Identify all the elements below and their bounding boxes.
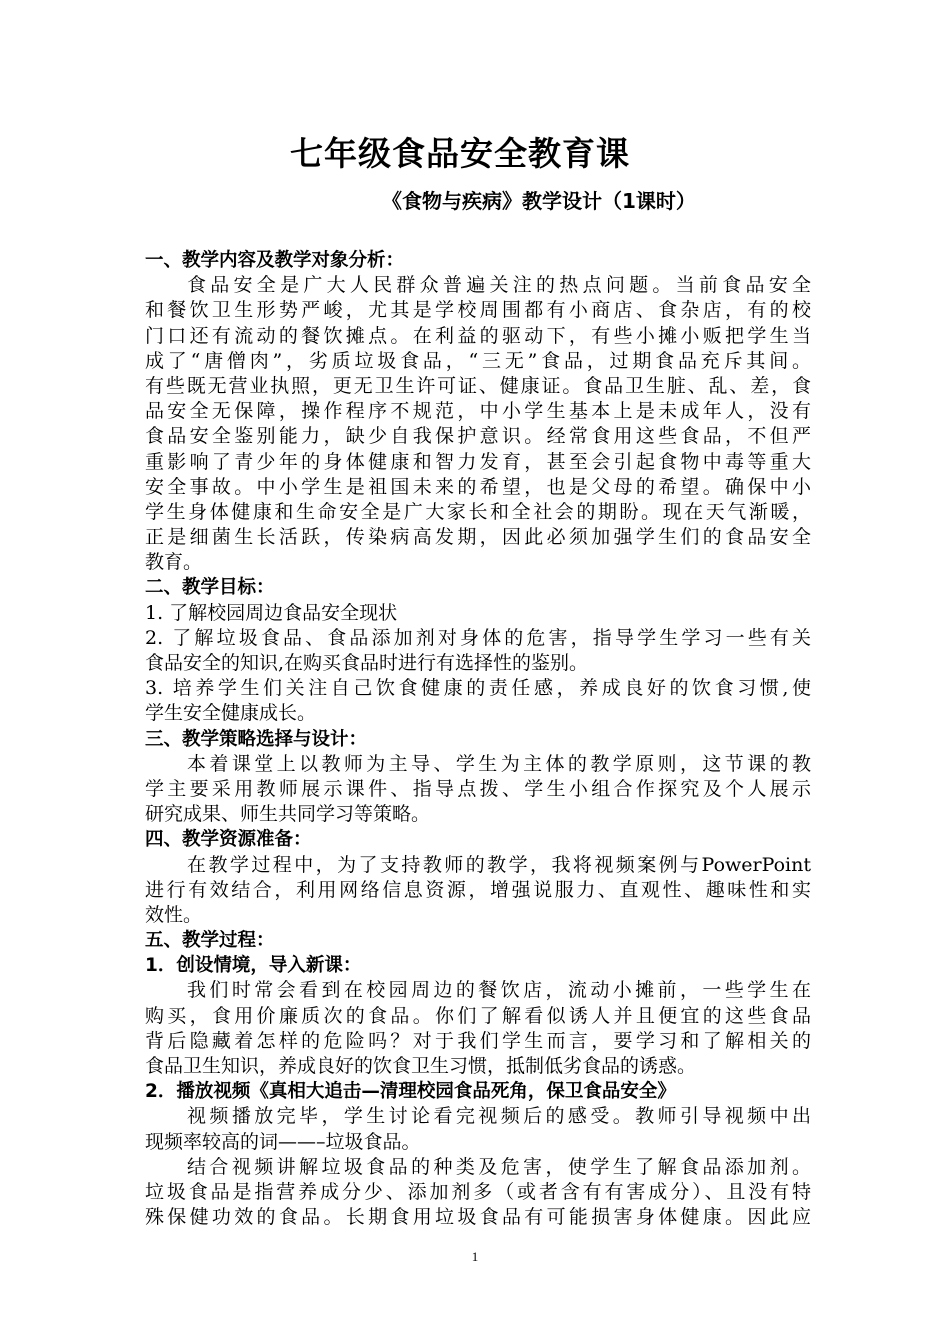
text-line: 重影响了青少年的身体健康和智力发育，甚至会引起食物中毒等重大 bbox=[145, 450, 811, 473]
text-line: 研究成果、师生共同学习等策略。 bbox=[145, 803, 431, 826]
text-line: 殊保健功效的食品。长期食用垃圾食品有可能损害身体健康。因此应 bbox=[145, 1206, 811, 1229]
section-heading: 四、教学资源准备： bbox=[145, 829, 312, 851]
text-line: 结合视频讲解垃圾食品的种类及危害，使学生了解食品添加剂。 bbox=[187, 1155, 811, 1178]
text-line: 2. 了解垃圾食品、食品添加剂对身体的危害，指导学生学习一些有关 bbox=[145, 626, 811, 649]
text-line: 学生身体健康和生命安全是广大家长和全社会的期盼。现在天气渐暖， bbox=[145, 500, 811, 523]
section-heading: 一、教学内容及教学对象分析： bbox=[145, 250, 405, 271]
text-line: 食品卫生知识，养成良好的饮食卫生习惯，抵制低劣食品的诱惑。 bbox=[145, 1055, 697, 1077]
text-line: 和餐饮卫生形势严峻，尤其是学校周围都有小商店、食杂店，有的校 bbox=[145, 299, 811, 322]
text-line: 食品安全是广大人民群众普遍关注的热点问题。当前食品安全 bbox=[187, 274, 811, 297]
text-line: 教育。 bbox=[145, 551, 203, 574]
text-line: 在教学过程中，为了支持教师的教学，我将视频案例与PowerPoint bbox=[187, 853, 811, 876]
document-subtitle: 《食物与疾病》教学设计（1课时） bbox=[382, 189, 696, 213]
text-line: 门口还有流动的餐饮摊点。在利益的驱动下，有些小摊小贩把学生当 bbox=[145, 324, 811, 347]
text-line: 背后隐藏着怎样的危险吗？对于我们学生而言，要学习和了解相关的 bbox=[145, 1029, 811, 1052]
document-title: 七年级食品安全教育课 bbox=[290, 134, 630, 173]
text-line: 学主要采用教师展示课件、指导点拨、学生小组合作探究及个人展示 bbox=[145, 777, 811, 800]
text-line: 正是细菌生长活跃，传染病高发期，因此必须加强学生们的食品安全 bbox=[145, 526, 811, 549]
section-heading: 三、教学策略选择与设计： bbox=[145, 728, 368, 750]
page-number: 1 bbox=[471, 1249, 479, 1264]
section-heading: 1．创设情境，导入新课： bbox=[145, 955, 362, 977]
text-line: 成了“唐僧肉”，劣质垃圾食品，“三无”食品，过期食品充斥其间。 bbox=[145, 349, 811, 372]
text-line: 1. 了解校园周边食品安全现状 bbox=[145, 601, 398, 624]
text-line: 本着课堂上以教师为主导、学生为主体的教学原则，这节课的教 bbox=[187, 752, 811, 775]
text-line: 进行有效结合，利用网络信息资源，增强说服力、直观性、趣味性和实 bbox=[145, 878, 811, 901]
document-body bbox=[145, 248, 811, 1230]
text-line: 购买，食用价廉质次的食品。你们了解看似诱人并且便宜的这些食品 bbox=[145, 1004, 811, 1027]
text-line: 安全事故。中小学生是祖国未来的希望，也是父母的希望。确保中小 bbox=[145, 475, 811, 498]
section-heading: 2．播放视频《真相大追击—清理校园食品死角，保卫食品安全》 bbox=[145, 1081, 676, 1103]
text-line: 学生安全健康成长。 bbox=[145, 702, 317, 725]
text-line: 有些既无营业执照，更无卫生许可证、健康证。食品卫生脏、乱、差，食 bbox=[145, 374, 811, 397]
text-line: 效性。 bbox=[145, 903, 203, 926]
text-line: 食品安全鉴别能力，缺少自我保护意识。经常食用这些食品，不但严 bbox=[145, 425, 811, 448]
text-line: 食品安全的知识,在购买食品时进行有选择性的鉴别。 bbox=[145, 652, 589, 674]
text-line: 3. 培养学生们关注自己饮食健康的责任感，养成良好的饮食习惯,使 bbox=[145, 677, 811, 700]
section-heading: 二、教学目标： bbox=[145, 577, 275, 599]
text-line: 现频率较高的词——–垃圾食品。 bbox=[145, 1130, 421, 1153]
text-line: 品安全无保障，操作程序不规范，中小学生基本上是未成年人，没有 bbox=[145, 400, 811, 423]
text-line: 我们时常会看到在校园周边的餐饮店，流动小摊前，一些学生在 bbox=[187, 979, 811, 1002]
text-line: 垃圾食品是指营养成分少、添加剂多（或者含有有害成分）、且没有特 bbox=[145, 1180, 811, 1203]
section-heading: 五、教学过程： bbox=[145, 930, 275, 952]
text-line: 视频播放完毕，学生讨论看完视频后的感受。教师引导视频中出 bbox=[187, 1105, 811, 1128]
